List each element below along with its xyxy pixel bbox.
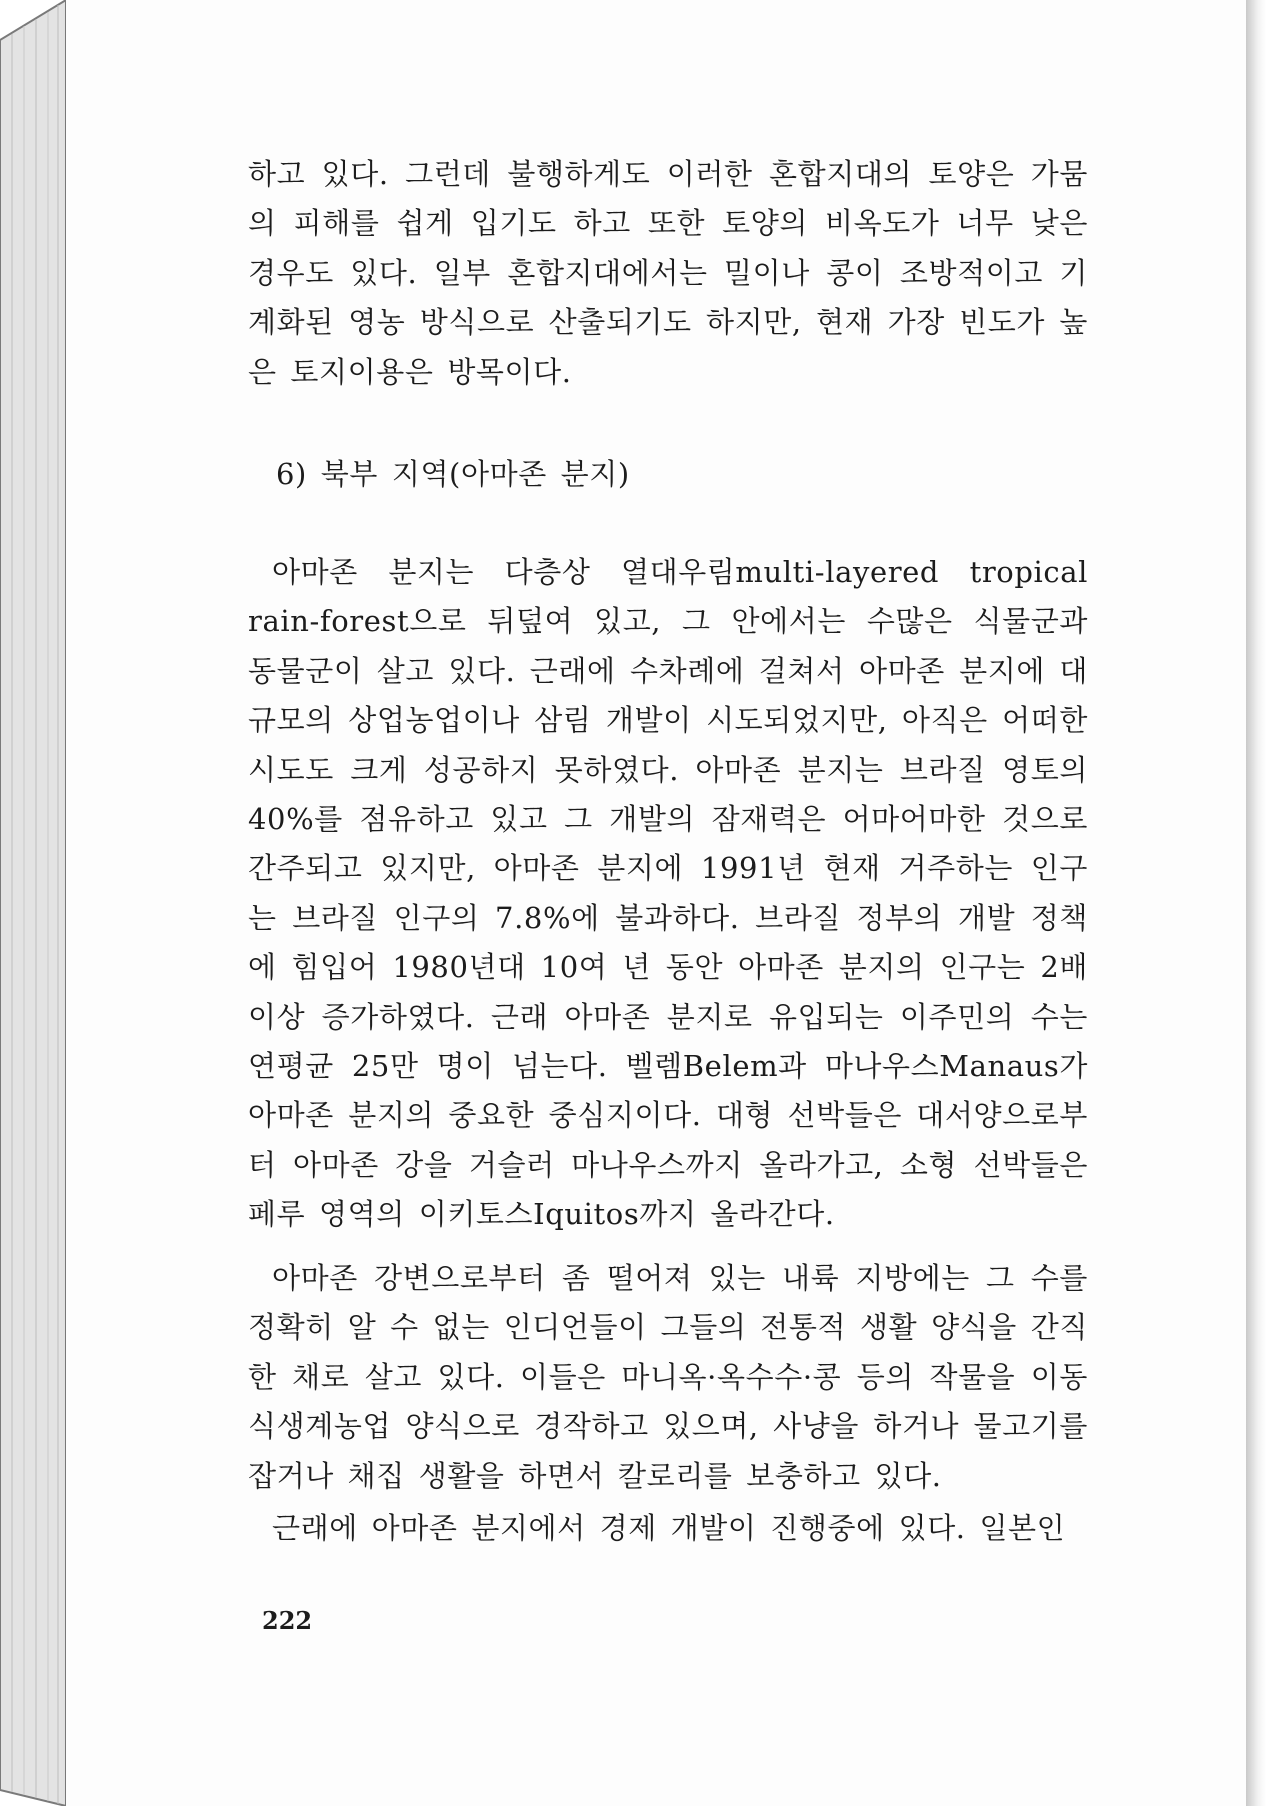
paragraph-indigenous-people: 아마존 강변으로부터 좀 떨어져 있는 내륙 지방에는 그 수를 정확히 알 수 없는 인디언들이 그들의 전통적 생활 양식을 간직한 채로 살고 있다. 이들은 마니옥·옥수수·콩 등의 작물을 이동식생계농업 양식으로 경작하고 있으며, 사냥을 하거나 물고기를 잡거나 채집 생활을 하면서 칼로리를 보충하고 있다. — [248, 1261, 1088, 1493]
paragraph-economic-development: 근래에 아마존 분지에서 경제 개발이 진행중에 있다. 일본인 — [272, 1511, 1066, 1545]
paragraph-amazon-basin: 아마존 분지는 다층상 열대우림multi-layered tropical rain-forest으로 뒤덮여 있고, 그 안에서는 수많은 식물군과 동물군이 살고 있다. 근래에 수차례에 걸쳐서 아마존 분지에 대규모의 상업농업이나 삼림 개발이 시도되었지만, 아직은 어떠한 시도도 크게 성공하지 못하였다. 아마존 분지는 브라질 영토의 40%를 점유하고 있고 그 개발의 잠재력은 어마어마한 것으로 간주되고 있지만, 아마존 분지에 1991년 현재 거주하는 인구는 브라질 인구의 7.8%에 불과하다. 브라질 정부의 개발 정책에 힘입어 1980년대 10여 년 동안 아마존 분지의 인구는 2배 이상 증가하였다. 근래 아마존 분지로 유입되는 이주민의 수는 연평균 25만 명이 넘는다. 벨렘Belem과 마나우스Manaus가 아마존 분지의 중요한 중심지이다. 대형 선박들은 대서양으로부터 아마존 강을 거슬러 마나우스까지 올라가고, 소형 선박들은 페루 영역의 이키토스Iquitos까지 올라간다. — [248, 555, 1088, 1232]
book-edge — [0, 0, 70, 1806]
page-shadow — [1246, 0, 1266, 1806]
section-heading: 6) 북부 지역(아마존 분지) — [276, 457, 630, 491]
paragraph-continued: 하고 있다. 그런데 불행하게도 이러한 혼합지대의 토양은 가뭄의 피해를 쉽게 입기도 하고 또한 토양의 비옥도가 너무 낮은 경우도 있다. 일부 혼합지대에서는 밀이나 콩이 조방적이고 기계화된 영농 방식으로 산출되기도 하지만, 현재 가장 빈도가 높은 토지이용은 방목이다. — [248, 157, 1088, 389]
page-number: 222 — [262, 1606, 313, 1635]
